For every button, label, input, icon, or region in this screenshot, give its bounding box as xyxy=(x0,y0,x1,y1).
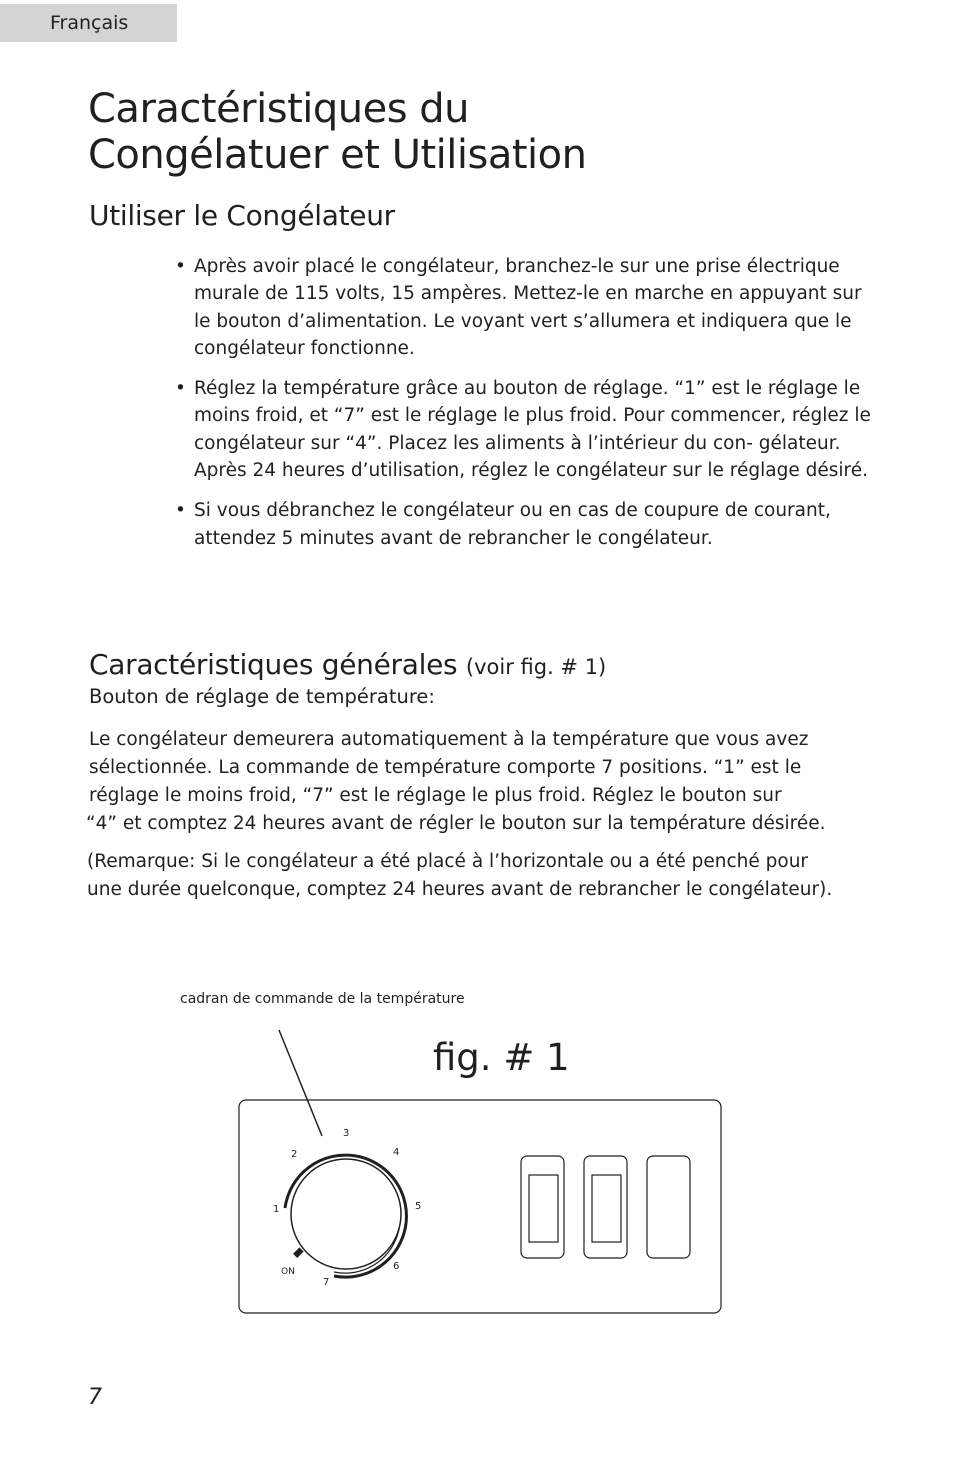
dial-number-3: 3 xyxy=(343,1128,350,1139)
dial-number-7: 7 xyxy=(323,1277,330,1288)
dial-number-6: 6 xyxy=(393,1261,400,1272)
paragraph-line: Le congélateur demeurera automatiquement à la température que vous avez xyxy=(89,729,809,750)
dial-on-label: ON xyxy=(281,1267,295,1277)
section-heading-use: Utiliser le Congélateur xyxy=(89,199,395,232)
caption-leader-line xyxy=(279,1030,322,1136)
features-heading-note: (voir fig. # 1) xyxy=(465,655,607,679)
page-title-line-1: Caractéristiques du xyxy=(88,86,470,132)
temperature-knob xyxy=(291,1159,401,1269)
language-tab: Français xyxy=(0,4,177,42)
note-line: une durée quelconque, comptez 24 heures avant de rebrancher le congélateur). xyxy=(87,879,833,900)
indicator-window xyxy=(647,1156,690,1258)
dial-number-5: 5 xyxy=(415,1201,422,1212)
features-heading-text: Caractéristiques générales xyxy=(89,648,458,681)
bullet-item: • Après avoir placé le congélateur, branchez-le sur une prise électrique murale de 115 volts, 15 ampères. Mettez-le en marche en appuyant sur le bouton d’alimentation. Le voyant vert s’allumera et indiquera que le congélateur fonctionne. xyxy=(175,253,875,362)
paragraph-line: réglage le moins froid, “7” est le réglage le plus froid. Réglez le bouton sur xyxy=(89,785,782,806)
on-marker xyxy=(293,1247,304,1258)
dial-number-4: 4 xyxy=(393,1147,400,1158)
bullet-item: • Si vous débranchez le congélateur ou en cas de coupure de courant, attendez 5 minutes avant de rebrancher le congélateur. xyxy=(175,497,875,552)
paragraph-line: sélectionnée. La commande de température comporte 7 positions. “1” est le xyxy=(89,757,802,778)
dial-number-1: 1 xyxy=(273,1204,280,1215)
note-line: (Remarque: Si le congélateur a été placé à l’horizontale ou a été penché pour xyxy=(87,851,809,872)
paragraph-line: “4” et comptez 24 heures avant de régler le bouton sur la température désirée. xyxy=(86,813,826,834)
dial-number-2: 2 xyxy=(291,1149,298,1160)
switch-1-rocker xyxy=(529,1175,558,1242)
bullet-item: • Réglez la température grâce au bouton de réglage. “1” est le réglage le moins froid, et “7” est le réglage le plus froid. Pour commencer, réglez le congélateur sur “4”. Placez les aliments à l’intérieur du con- gélateur. Après 24 heures d’utilisation, réglez le congélateur sur le réglage désiré. xyxy=(175,375,875,484)
page-title-line-2: Congélatuer et Utilisation xyxy=(88,132,587,178)
subheading-temperature-knob: Bouton de réglage de température: xyxy=(89,685,435,708)
switch-2-rocker xyxy=(592,1175,621,1242)
page-number: 7 xyxy=(88,1385,102,1410)
figure-caption: cadran de commande de la température xyxy=(180,991,465,1007)
figure-label: fig. # 1 xyxy=(433,1036,570,1079)
